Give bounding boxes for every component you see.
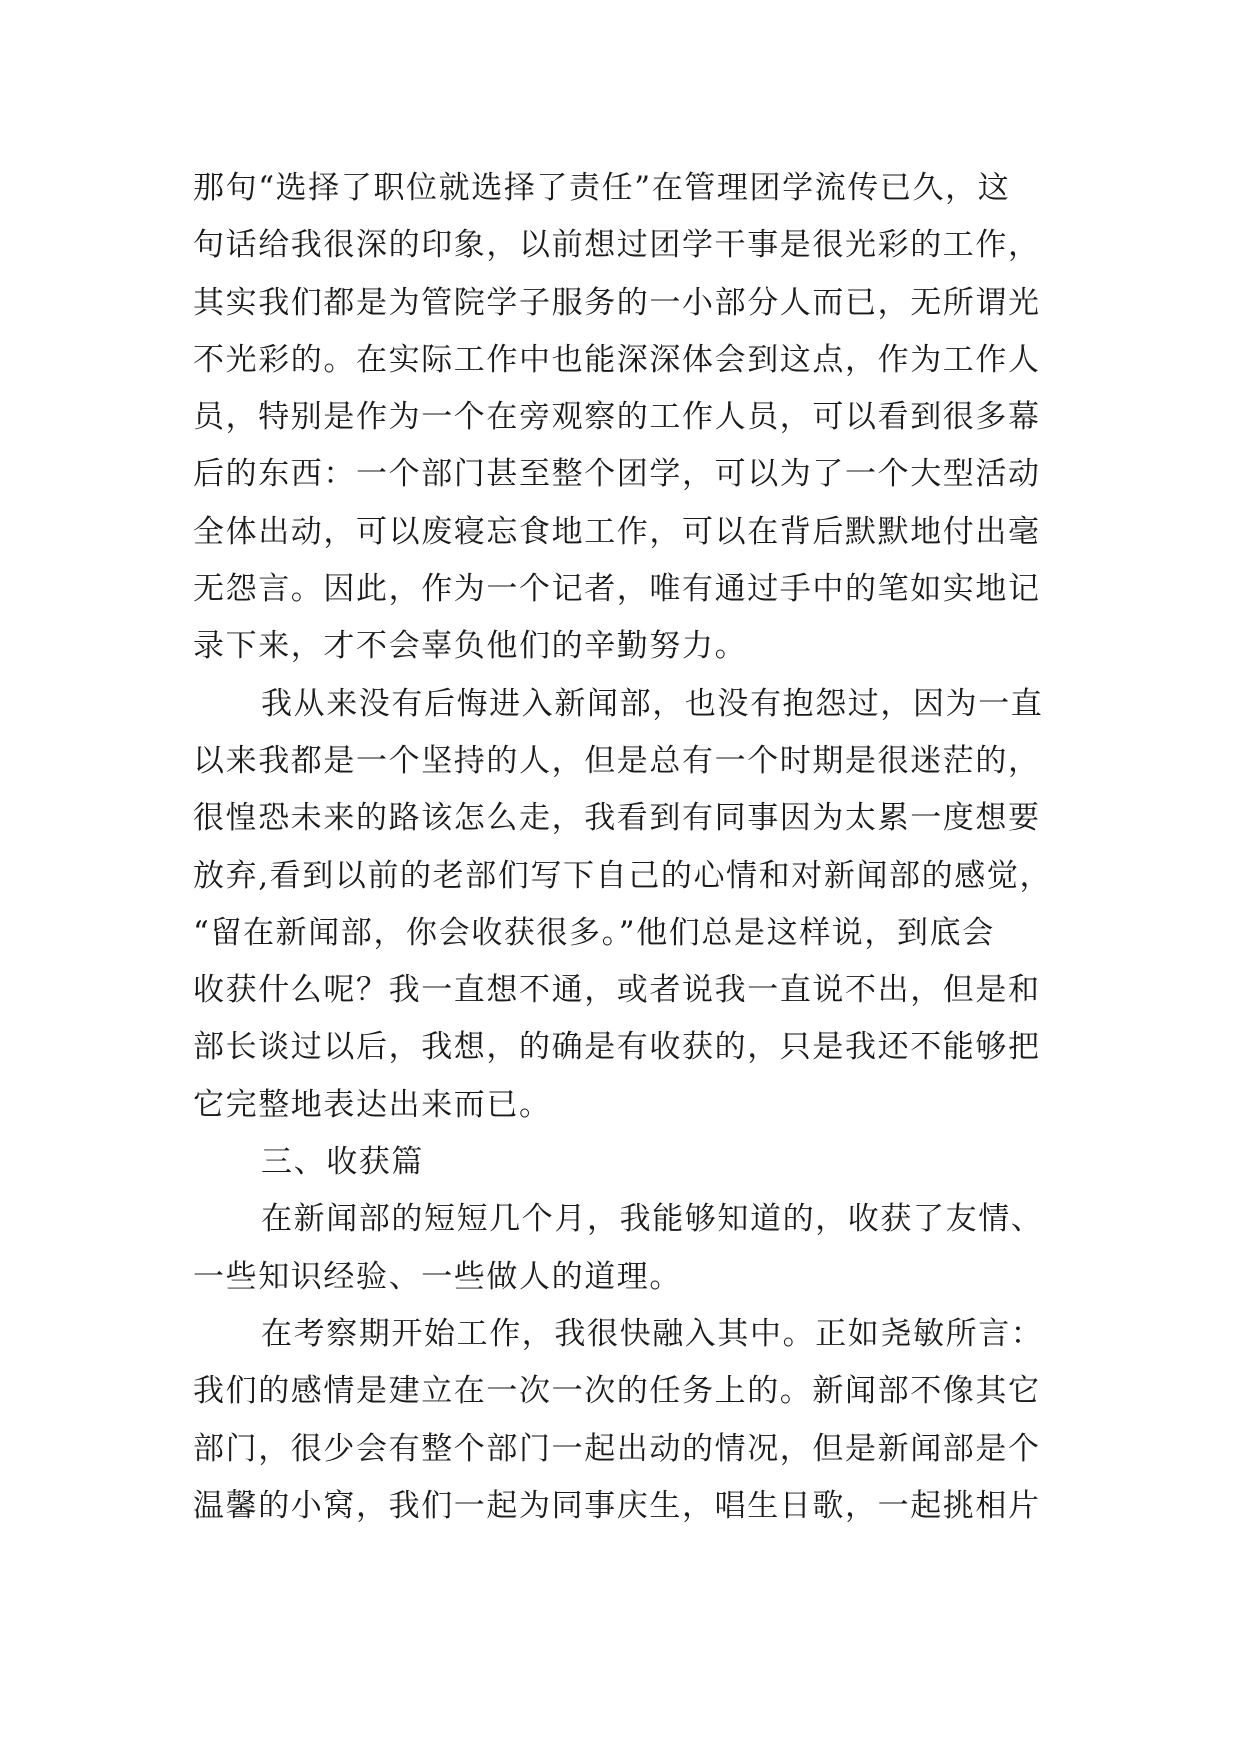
text-line: “留在新闻部，你会收获很多。”他们总是这样说，到底会 — [193, 914, 995, 951]
paragraph-first-line: 在新闻部的短短几个月，我能够知道的，收获了友情、 — [261, 1201, 1044, 1238]
text-line: 句话给我很深的印象，以前想过团学干事是很光彩的工作， — [193, 227, 1041, 264]
text-line: 以来我都是一个坚持的人，但是总有一个时期是很迷茫的， — [193, 742, 1041, 779]
document-body — [193, 160, 1063, 1535]
text-line: 温馨的小窝，我们一起为同事庆生，唱生日歌，一起挑相片 — [193, 1487, 1041, 1524]
text-line: 不光彩的。在实际工作中也能深深体会到这点，作为工作人 — [193, 341, 1041, 378]
text-line: 放弃,看到以前的老部们写下自己的心情和对新闻部的感觉， — [193, 857, 1053, 894]
text-line: 部长谈过以后，我想，的确是有收获的，只是我还不能够把 — [193, 1029, 1041, 1066]
text-line: 很惶恐未来的路该怎么走，我看到有同事因为太累一度想要 — [193, 800, 1041, 837]
text-line: 录下来，才不会辜负他们的辛勤努力。 — [193, 628, 748, 665]
text-line: 其实我们都是为管院学子服务的一小部分人而已，无所谓光 — [193, 284, 1041, 321]
text-line: 那句“选择了职位就选择了责任”在管理团学流传已久，这 — [193, 170, 1011, 206]
text-line: 无怨言。因此，作为一个记者，唯有通过手中的笔如实地记 — [193, 571, 1041, 608]
paragraph-first-line: 在考察期开始工作，我很快融入其中。正如尧敏所言： — [261, 1315, 1044, 1352]
text-line: 它完整地表达出来而已。 — [193, 1086, 552, 1123]
text-line: 后的东西：一个部门甚至整个团学，可以为了一个大型活动 — [193, 456, 1041, 493]
text-line: 部门，很少会有整个部门一起出动的情况，但是新闻部是个 — [193, 1430, 1041, 1467]
text-line: 员，特别是作为一个在旁观察的工作人员，可以看到很多幕 — [193, 399, 1041, 436]
paragraph-first-line: 我从来没有后悔进入新闻部，也没有抱怨过，因为一直 — [261, 685, 1044, 722]
text-line: 我们的感情是建立在一次一次的任务上的。新闻部不像其它 — [193, 1373, 1041, 1410]
paragraph-first-line: 三、收获篇 — [261, 1144, 424, 1181]
text-line: 收获什么呢？我一直想不通，或者说我一直说不出，但是和 — [193, 972, 1041, 1009]
text-line: 全体出动，可以废寝忘食地工作，可以在背后默默地付出毫 — [193, 513, 1041, 550]
text-line: 一些知识经验、一些做人的道理。 — [193, 1258, 682, 1295]
